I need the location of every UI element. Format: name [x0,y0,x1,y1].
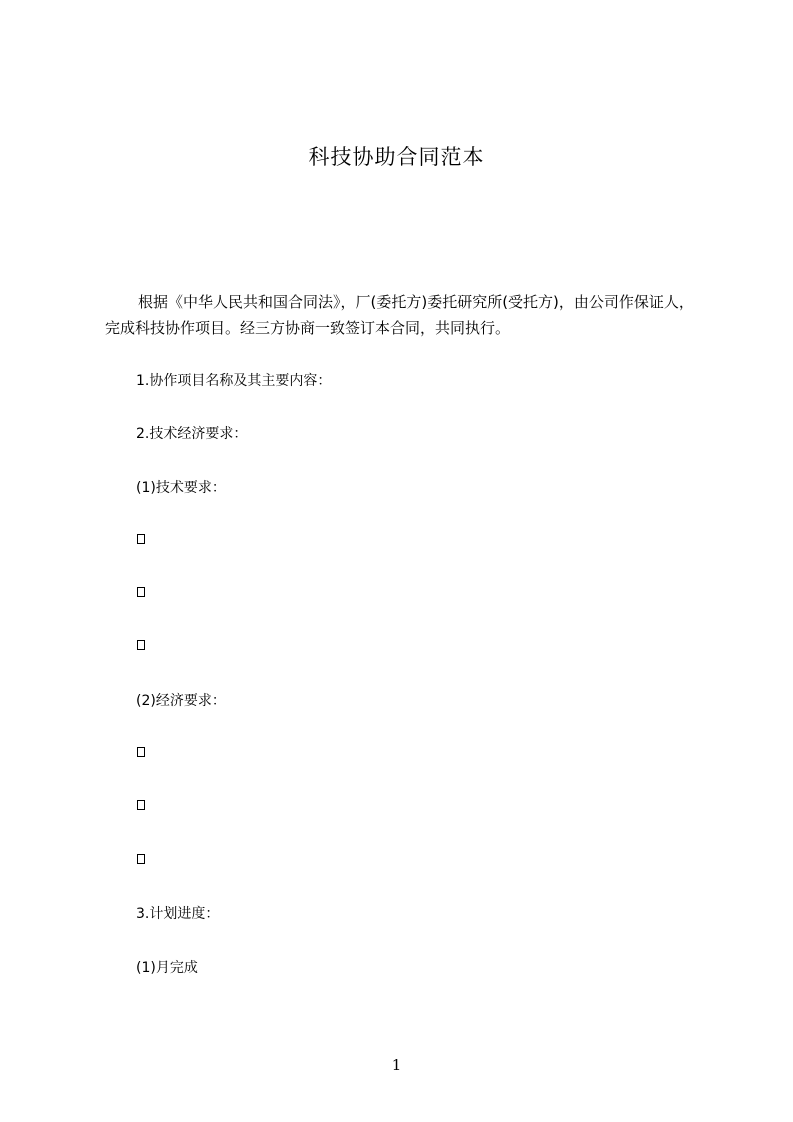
empty-checkbox-6 [137,854,145,864]
document-title: 科技协助合同范本 [308,145,485,169]
section-1-heading: 1.协作项目名称及其主要内容： [136,373,332,389]
empty-checkbox-4 [137,747,145,757]
empty-checkbox-1 [137,534,145,544]
section-3-heading: 3.计划进度： [136,906,220,922]
intro-paragraph: 根据《中华人民共和国合同法》，厂(委托方)委托研究所(受托方)，由公司作保证人，完成科技协作项目。经三方协商一致签订本合同，共同执行。 [105,293,694,337]
empty-checkbox-5 [137,800,145,810]
section-2-2-heading: (2)经济要求： [136,693,226,709]
section-3-1-item: (1)月完成 [136,960,198,976]
section-2-heading: 2.技术经济要求： [136,426,248,442]
empty-checkbox-2 [137,587,145,597]
empty-checkbox-3 [137,640,145,650]
page-number: 1 [391,1056,402,1074]
section-2-1-heading: (1)技术要求： [136,480,226,496]
